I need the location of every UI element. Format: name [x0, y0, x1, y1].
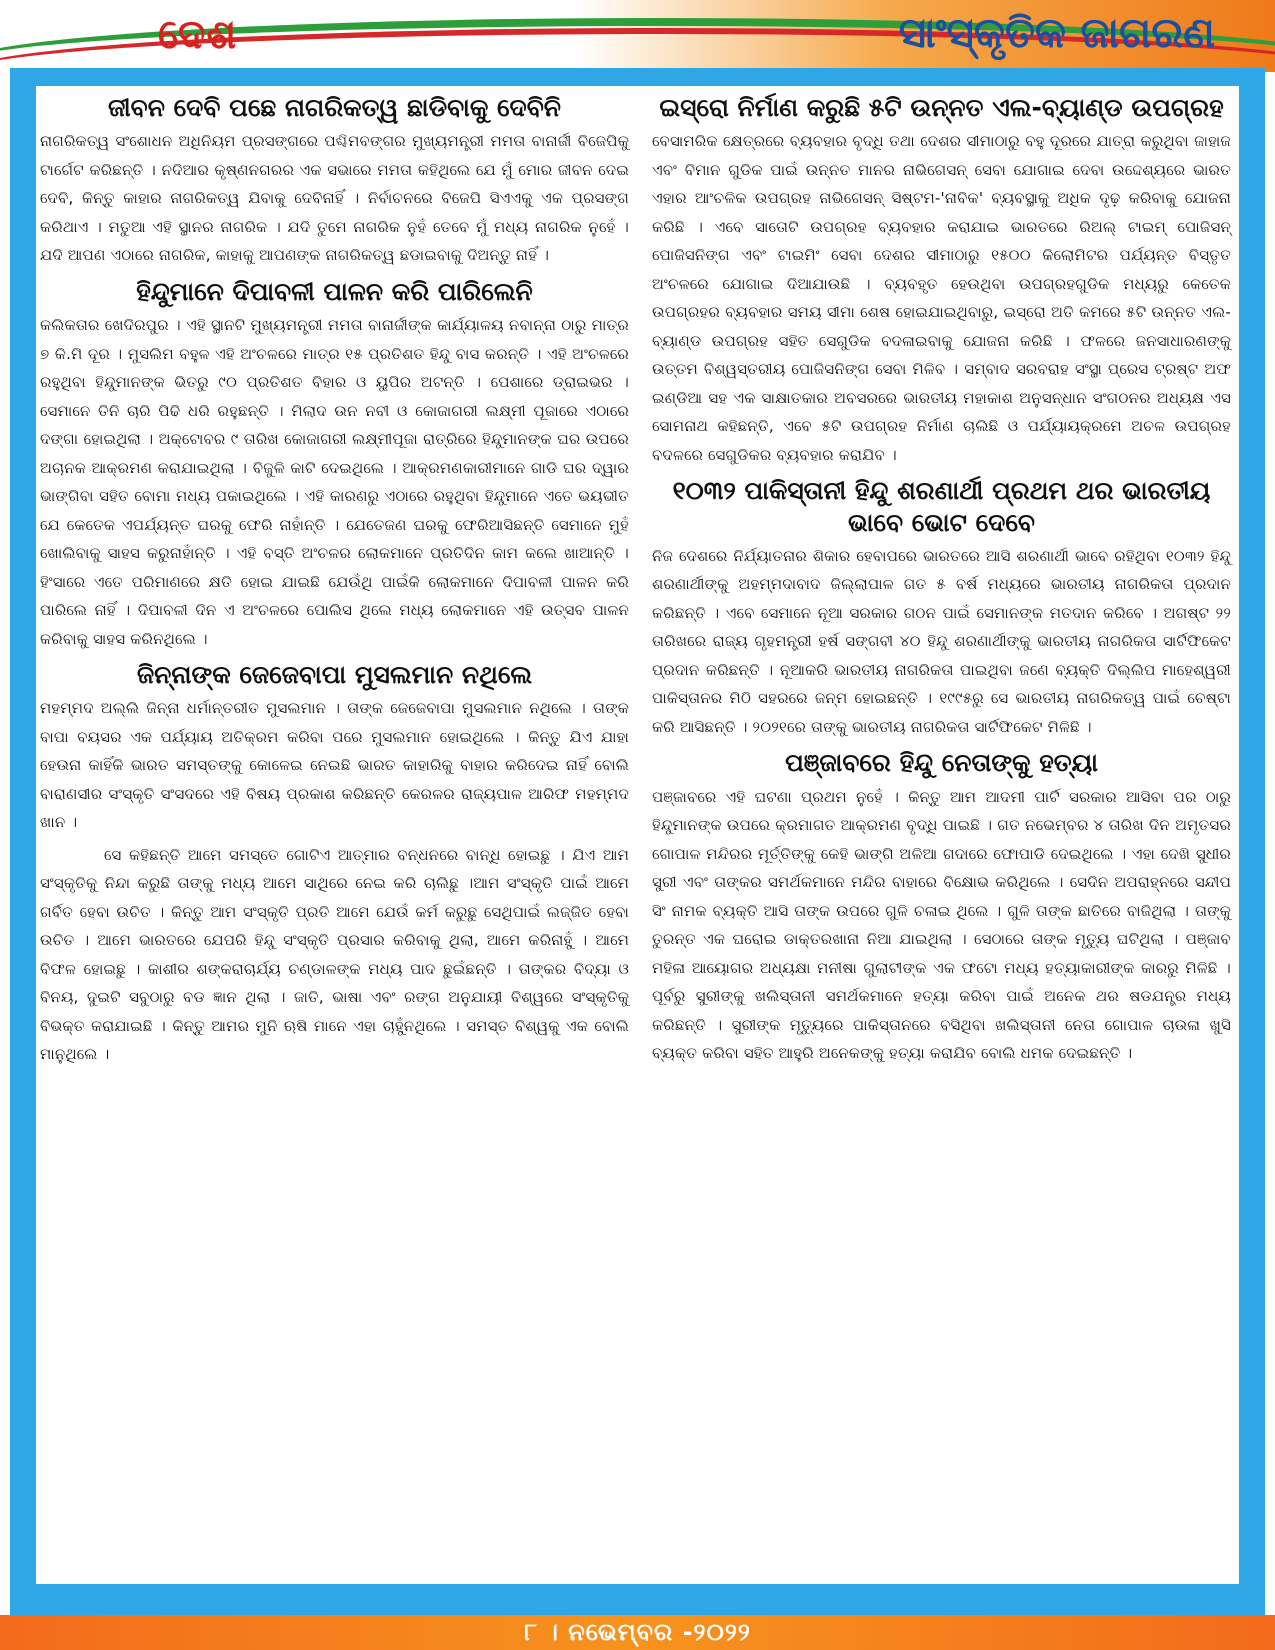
article-title: ହିନ୍ଦୁମାନେ ଦିପାବଳୀ ପାଳନ କରି ପାରିଲେନି — [136, 276, 533, 306]
header-banner — [0, 0, 1275, 72]
article-title: ଜୀବନ ଦେବି ପଛେ ନାଗରିକତ୍ୱ ଛାଡିବାକୁ ଦେବିନି — [107, 93, 562, 122]
article-body: କଲିକତାର ଖେଦିରପୁର । ଏହି ସ୍ଥାନଟି ମୁଖ୍ୟମନ୍ତ୍ରୀ ମମତା ବାନାର୍ଜୀଙ୍କ କାର୍ଯ୍ୟାଳୟ ନବାନ୍ନା ଠାରୁ ମାତ୍ର ୭ କି.ମି ଦୂର । ମୁସଲିମ ବହୁଳ ଏହି ଅଂଚଳରେ ମାତ୍ର ୧୫ ପ୍ରତିଶତ ହିନ୍ଦୁ ବାସ କରନ୍ତି । ଏହି ଅଂଚଳରେ ରହୁଥିବା ହିନ୍ଦୁମାନଙ୍କ ଭିତରୁ ୯୦ ପ୍ରତିଶତ ବିହାର ଓ ୟୁପିର ଅଟନ୍ତି । ପେଶାରେ ଡ୍ରାଇଭର । ସେମାନେ ତିନି ଚାରି ପିଢି ଧରି ରହୁଛନ୍ତି । ମିଲାଦ ଉନ ନବୀ ଓ କୋଜାଗରୀ ଲକ୍ଷ୍ମୀ ପୂଜାରେ ଏଠାରେ ଦଙ୍ଗା ହୋଇଥିଲା । ଅକ୍ଟୋବର ୯ ତାରିଖ କୋଜାଗରୀ ଲକ୍ଷ୍ମୀପୂଜା ରାତ୍ରିରେ ହିନ୍ଦୁମାନଙ୍କ ଘର ଉପରେ ଅଚାନକ ଆକ୍ରମଣ କରାଯାଇଥିଲା । ବିଜୁଳି କାଟି ଦେଇଥିଲେ । ଆକ୍ରମଣକାରୀମାନେ ଗାଡି ଘର ଦ୍ୱାର ଭାଙ୍ଗିବା ସହିତ ବୋମା ମଧ୍ୟ ପକାଇଥିଲେ । ଏହି କାରଣରୁ ଏଠାରେ ରହୁଥିବା ହିନ୍ଦୁମାନେ ଏତେ ଭୟଭୀତ ଯେ କେତେକ ଏପର୍ଯ୍ୟନ୍ତ ଘରକୁ ଫେରି ନାହାଁନ୍ତି । ଯେତେଜଣ ଘରକୁ ଫେରିଆସିଛନ୍ତି ସେମାନେ ମୁହଁ ଖୋଲିବାକୁ ସାହସ କରୁନାହାଁନ୍ତି । ଏହି ବସ୍ତି ଅଂଚଳର ଲୋକମାନେ ପ୍ରତିଦିନ କାମ କଲେ ଖାଆନ୍ତି । ହିଂସାରେ ଏତେ ପରିମାଣରେ କ୍ଷତି ହୋଇ ଯାଇଛି ଯେଉଁଥି ପାଇଁକି ଲୋକମାନେ ଦିପାବଳୀ ପାଳନ କରି ପାରିଲେ ନାହିଁ । ଦିପାବଳୀ ଦିନ ଏ ଅଂଚଳରେ ପୋଲିସ ଥିଲେ ମଧ୍ୟ ଲୋକମାନେ ଏହି ଉତ୍ସବ ପାଳନ କରିବାକୁ ସାହସ କରିନଥିଲେ । — [40, 316, 629, 648]
section-label-right: ସାଂସ୍କୃତିକ ଜାଗରଣ — [898, 8, 1215, 57]
right-column — [648, 86, 1239, 1068]
article-body: ମହମ୍ମଦ ଅଲ୍ଲି ଜିନ୍ନା ଧର୍ମାନ୍ତରୀତ ମୁସଲମାନ । ତାଙ୍କ ଜେଜେବାପା ମୁସଲମାନ ନଥିଲେ । ତାଙ୍କ ବାପା ବୟସର ଏକ ପର୍ଯ୍ୟାୟ ଅତିକ୍ରମ କରିବା ପରେ ମୁସଲମାନ ହୋଇଥିଲେ । କିନ୍ତୁ ଯିଏ ଯାହା ହେଉନା କାହିଁକି ଭାରତ ସମସ୍ତଙ୍କୁ କୋଳେଇ ନେଇଛି ଭାରତ କାହାରିକୁ ବାହାର କରିଦେଇ ନାହିଁ ବୋଲି ବାରାଣସୀର ସଂସ୍କୃତି ସଂସଦରେ ଏହି ବିଷୟ ପ୍ରକାଶ କରିଛନ୍ତି କେରଳର ରାଜ୍ୟପାଳ ଆରିଫ ମହମ୍ମଦ ଖାନ । — [40, 699, 629, 832]
article-title: ୧୦୩୨ ପାକିସ୍ତାନୀ ହିନ୍ଦୁ ଶରଣାର୍ଥୀ ପ୍ରଥମ ଥର ଭାରତୀୟ ଭାବେ ଭୋଟ ଦେବେ — [672, 476, 1211, 537]
page-number-date: ୮ । ନଭେମ୍ବର -୨୦୨୨ — [524, 1618, 751, 1646]
article-title: ଜିନ୍ନାଙ୍କ ଜେଜେବାପା ମୁସଲମାନ ନଥିଲେ — [136, 660, 533, 689]
article — [652, 92, 1231, 469]
article — [40, 92, 629, 270]
section-label-left: ଦେଶ — [158, 12, 238, 58]
article-body: ନିଜ ଦେଶରେ ନିର୍ଯ୍ୟାତନାର ଶିକାର ହେବାପରେ ଭାରତରେ ଆସି ଶରଣାର୍ଥୀ ଭାବେ ରହିଥିବା ୧୦୩୨ ହିନ୍ଦୁ ଶରଣାର୍ଥୀଙ୍କୁ ଅହମ୍ମଦାବାଦ ଜିଲ୍ଲାପାଳ ଗତ ୫ ବର୍ଷ ମଧ୍ୟରେ ଭାରତୀୟ ନାଗରିକତା ପ୍ରଦାନ କରିଛନ୍ତି । ଏବେ ସେମାନେ ନୂଆ ସରକାର ଗଠନ ପାଇଁ ସେମାନଙ୍କ ମତଦାନ କରିବେ । ଅଗଷ୍ଟ ୨୨ ତାରିଖରେ ରାଜ୍ୟ ଗୃହମନ୍ତ୍ରୀ ହର୍ଷ ସଙ୍ଗବୀ ୪୦ ହିନ୍ଦୁ ଶରଣାର୍ଥୀଙ୍କୁ ଭାରତୀୟ ନାଗରିକତା ସାର୍ଟିଫିକେଟ ପ୍ରଦାନ କରିଛନ୍ତି । ନୂଆକରି ଭାରତୀୟ ନାଗରିକତା ପାଇଥିବା ଜଣେ ବ୍ୟକ୍ତି ଦିଲ୍ଲିପ ମାହେଶ୍ୱରୀ ପାକିସ୍ତାନର ମିଠି ସହରରେ ଜନ୍ମ ହୋଇଛନ୍ତି । ୧୯୯୫ରୁ ସେ ଭାରତୀୟ ନାଗରିକତ୍ୱ ପାଇଁ ଚେଷ୍ଟା କରି ଆସିଛନ୍ତି । ୨୦୨୧ରେ ତାଙ୍କୁ ଭାରତୀୟ ନାଗରିକତା ସାର୍ଟିଫିକେଟ ମିଳିଛି । — [652, 546, 1231, 736]
article — [40, 659, 629, 1069]
article-title: ଇସ୍ରୋ ନିର୍ମାଣ କରୁଛି ୫ଟି ଉନ୍ନତ ଏଲ-ବ୍ୟାଣ୍ଡ ଉପଗ୍ରହ — [659, 93, 1224, 122]
left-column — [36, 86, 639, 1069]
article — [652, 747, 1231, 1067]
content-panel — [36, 86, 1239, 1584]
article-body: ନାଗରିକତ୍ୱ ସଂଶୋଧନ ଅଧିନିୟମ ପ୍ରସଙ୍ଗରେ ପଶ୍ଚିମବଙ୍ଗର ମୁଖ୍ୟମନ୍ତ୍ରୀ ମମତା ବାନାର୍ଜୀ ବିଜେପିକୁ ଟାର୍ଗେଟ କରିଛନ୍ତି । ନଦିଆର କୃଷ୍ଣନଗରର ଏକ ସଭାରେ ମମତା କହିଥିଲେ ଯେ ମୁଁ ମୋର ଜୀବନ ଦେଇ ଦେବି, କିନ୍ତୁ କାହାର ନାଗରିକତ୍ୱ ଯିବାକୁ ଦେବିନାହିଁ । ନିର୍ବାଚନରେ ବିଜେପି ସିଏଏକୁ ଏକ ପ୍ରସଙ୍ଗ କରିଥାଏ । ମତୁଆ ଏହି ସ୍ଥାନର ନାଗରିକ । ଯଦି ତୁମେ ନାଗରିକ ନୁହଁ ତେବେ ମୁଁ ମଧ୍ୟ ନାଗରିକ ନୁହେଁ । ଯଦି ଆପଣ ଏଠାରେ ନାଗରିକ, କାହାକୁ ଆପଣଙ୍କ ନାଗରିକତ୍ୱ ଛଡାଇବାକୁ ଦିଅନ୍ତୁ ନାହିଁ । — [40, 132, 629, 265]
article-body: ସେ କହିଛନ୍ତି ଆମେ ସମସ୍ତେ ଗୋଟିଏ ଆତ୍ମାର ବନ୍ଧନରେ ବାନ୍ଧି ହୋଇଛୁ । ଯିଏ ଆମ ସଂସ୍କୃତିକୁ ନିନ୍ଦା କରୁଛି ତାଙ୍କୁ ମଧ୍ୟ ଆମେ ସାଥିରେ ନେଇ କରି ଚାଲିଛୁ ।ଆମ ସଂସ୍କୃତି ପାଇଁ ଆମେ ଗର୍ବିତ ହେବା ଉଚିତ । କିନ୍ତୁ ଆମ ସଂସ୍କୃତି ପ୍ରତି ଆମେ ଯେଉଁ କର୍ମ କରୁଛୁ ସେଥିପାଇଁ ଲଜ୍ଜିତ ହେବା ଉଚିତ । ଆମେ ଭାରତରେ ଯେପରି ହିନ୍ଦୁ ସଂସ୍କୃତି ପ୍ରସାର କରିବାକୁ ଥିଲା, ଆମେ କରିନାହୁଁ । ଆମେ ବିଫଳ ହୋଇଛୁ । କାଶୀର ଶଙ୍କରାଚାର୍ଯ୍ୟ ଚଣ୍ଡାଳଙ୍କ ମଧ୍ୟ ପାଦ ଛୁଇଁଛନ୍ତି । ତାଙ୍କର ବିଦ୍ୟା ଓ ବିନୟ, ଦୁଇଟି ସବୁଠାରୁ ବଡ ଜ୍ଞାନ ଥିଲା । ଜାତି, ଭାଷା ଏବଂ ରଙ୍ଗ ଅନୁଯାୟୀ ବିଶ୍ୱରେ ସଂସ୍କୃତିକୁ ବିଭକ୍ତ କରାଯାଇଛି । କିନ୍ତୁ ଆମର ମୁନି ଋଷି ମାନେ ଏହା ଚାହୁଁନଥିଲେ । ସମସ୍ତ ବିଶ୍ୱକୁ ଏକ ବୋଲି ମାନୁଥିଲେ । — [40, 845, 629, 1064]
article-body: ପଞ୍ଜାବରେ ଏହି ଘଟଣା ପ୍ରଥମ ନୁହେଁ । କିନ୍ତୁ ଆମ ଆଦମୀ ପାର୍ଟି ସରକାର ଆସିବା ପର ଠାରୁ ହିନ୍ଦୁମାନଙ୍କ ଉପରେ କ୍ରମାଗତ ଆକ୍ରମଣ ବୃଦ୍ଧି ପାଇଛି । ଗତ ନଭେମ୍ବର ୪ ତାରିଖ ଦିନ ଅମୃତସର ଗୋପାଳ ମନ୍ଦିରର ମୂର୍ତ୍ତିଙ୍କୁ କେହି ଭାଙ୍ଗି ଅଳିଆ ଗଦାରେ ଫୋପାଡି ଦେଇଥିଲେ । ଏହା ଦେଖି ସୁଧୀର ସୁରୀ ଏବଂ ତାଙ୍କର ସମର୍ଥକମାନେ ମନ୍ଦିର ବାହାରେ ବିକ୍ଷୋଭ କରିଥିଲେ । ସେଦିନ ଅପରାହ୍ନରେ ସନ୍ଦୀପ ସିଂ ନାମକ ବ୍ୟକ୍ତି ଆସି ତାଙ୍କ ଉପରେ ଗୁଳି ଚଳାଇ ଥିଲେ । ଗୁଳି ତାଙ୍କ ଛାତିରେ ବାଜିଥିଲା । ତାଙ୍କୁ ତୁରନ୍ତ ଏକ ଘରୋଇ ଡାକ୍ତରଖାନା ନିଆ ଯାଇଥିଲା । ସେଠାରେ ତାଙ୍କ ମୃତ୍ୟୁ ଘଟିଥିଲା । ପଞ୍ଜାବ ମହିଳା ଆୟୋଗର ଅଧ୍ୟକ୍ଷା ମନୀଷା ଗୁଲାଟୀଙ୍କ ଏକ ଫଟୋ ମଧ୍ୟ ହତ୍ୟାକାରୀଙ୍କ କାରରୁ ମିଳିଛି । ପୂର୍ବରୁ ସୁରୀଙ୍କୁ ଖଲିସ୍ତାନୀ ସମର୍ଥକମାନେ ହତ୍ୟା କରିବା ପାଇଁ ଅନେକ ଥର ଷଡଯନ୍ତ୍ର ମଧ୍ୟ କରିଛନ୍ତି । ସୁରୀଙ୍କ ମୃତ୍ୟୁରେ ପାକିସ୍ତାନରେ ବସିଥିବା ଖଲିସ୍ତାନୀ ନେତା ଗୋପାଳ ଚାଉଳା ଖୁସି ବ୍ୟକ୍ତ କରିବା ସହିତ ଆହୁରି ଅନେକଙ୍କୁ ହତ୍ୟା କରାଯିବ ବୋଲି ଧମକ ଦେଇଛନ୍ତି । — [652, 787, 1231, 1062]
article — [40, 276, 629, 653]
article — [652, 475, 1231, 741]
article-title: ପଞ୍ଜାବରେ ହିନ୍ଦୁ ନେତାଙ୍କୁ ହତ୍ୟା — [785, 748, 1098, 778]
article-body: ବେସାମରିକ କ୍ଷେତ୍ରରେ ବ୍ୟବହାର ବୃଦ୍ଧି ତଥା ଦେଶର ସୀମାଠାରୁ ବହୁ ଦୂରରେ ଯାତ୍ରା କରୁଥିବା ଜାହାଜ ଏବଂ ବିମାନ ଗୁଡିକ ପାଇଁ ଉନ୍ନତ ମାନର ନାଭିଗେସନ୍ ସେବା ଯୋଗାଇ ଦେବା ଉଦ୍ଦେଶ୍ୟରେ ଭାରତ ଏହାର ଆଂଚଳିକ ଉପଗ୍ରହ ନାଭିଗେସନ୍ ସିଷ୍ଟମ-'ନାବିକ' ବ୍ୟବସ୍ଥାକୁ ଅଧିକ ଦୃଢ଼ କରିବାକୁ ଯୋଜନା କରିଛି । ଏବେ ସାତୋଟି ଉପଗ୍ରହ ବ୍ୟବହାର କରାଯାଇ ଭାରତରେ ରିଅଲ୍ ଟାଇମ୍ ପୋଜିସନ୍ ପୋଜିସନିଙ୍ଗ ଏବଂ ଟାଇମିଂ ସେବା ଦେଶର ସୀମାଠାରୁ ୧୫୦୦ କିଲୋମିଟର ପର୍ଯ୍ୟନ୍ତ ବିସ୍ତୃତ ଅଂଚଳରେ ଯୋଗାଇ ଦିଆଯାଉଛି । ବ୍ୟବହୃତ ହେଉଥିବା ଉପଗ୍ରହଗୁଡିକ ମଧ୍ୟରୁ କେତେକ ଉପଗ୍ରହର ବ୍ୟବହାର ସମୟ ସୀମା ଶେଷ ହୋଇଯାଇଥିବାରୁ, ଇସ୍ରୋ ଅତି କମରେ ୫ଟି ଉନ୍ନତ ଏଲ-ବ୍ୟାଣ୍ଡ ଉପଗ୍ରହ ସହିତ ସେଗୁଡିକ ବଦଳାଇବାକୁ ଯୋଜନା କରିଛି । ଫଳରେ ଜନସାଧାରଣଙ୍କୁ ଉତ୍ତମ ବିଶ୍ୱସ୍ତରୀୟ ପୋଜିସନିଙ୍ଗ ସେବା ମିଳିବ । ସମ୍ବାଦ ସରବରାହ ସଂସ୍ଥା ପ୍ରେସ ଟ୍ରଷ୍ଟ ଅଫ ଇଣ୍ଡିଆ ସହ ଏକ ସାକ୍ଷାତକାର ଅବସରରେ ଭାରତୀୟ ମହାକାଶ ଅନୁସନ୍ଧାନ ସଂଗଠନର ଅଧ୍ୟକ୍ଷ ଏସ ସୋମନାଥ କହିଛନ୍ତି, ଏବେ ୫ଟି ଉପଗ୍ରହ ନିର୍ମାଣ ଚାଲିଛି ଓ ପର୍ଯ୍ୟାୟକ୍ରମେ ଅଚଳ ଉପଗ୍ରହ ବଦଳରେ ସେଗୁଡିକର ବ୍ୟବହାର କରାଯିବ । — [652, 132, 1231, 464]
